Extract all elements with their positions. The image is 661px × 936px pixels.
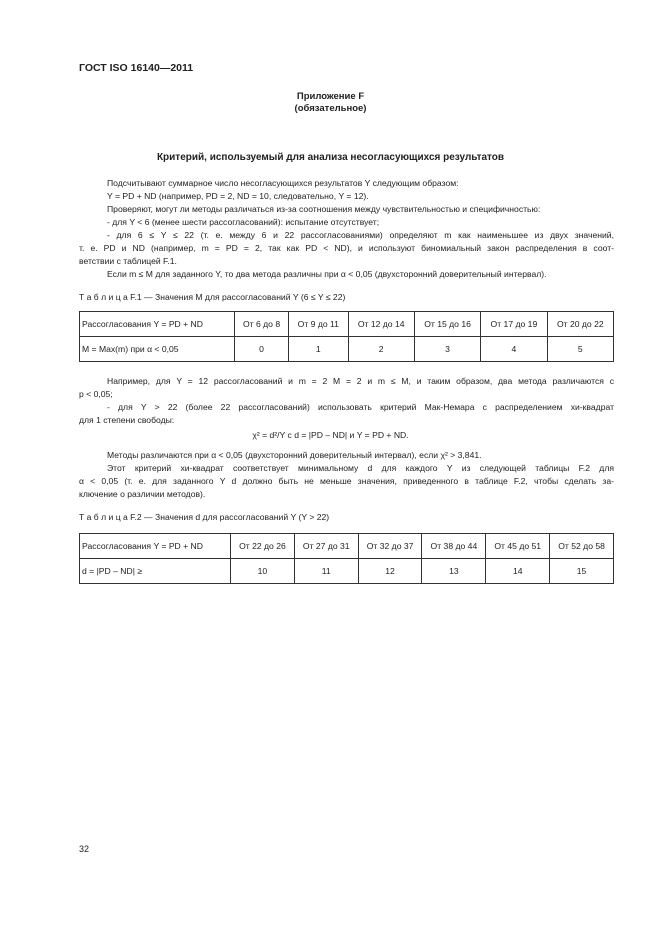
- intro-line: Подсчитывают суммарное число несогласующихся результатов Y следующим образом:: [107, 178, 459, 188]
- table-row: [80, 559, 614, 584]
- table-cell: 13: [422, 559, 486, 584]
- table-row: [80, 337, 614, 362]
- page-number: 32: [79, 844, 90, 854]
- table-cell: От 15 до 16: [414, 312, 480, 337]
- document-header: ГОСТ ISO 16140—2011: [79, 62, 194, 74]
- table2-caption: Т а б л и ц а F.2 — Значения d для рассогласований Y (Y > 22): [79, 512, 330, 522]
- table-cell: 12: [358, 559, 422, 584]
- table-header-row: [80, 534, 614, 559]
- table-cell: 15: [550, 559, 614, 584]
- chi-square-formula: χ² = d²/Y с d = |PD – ND| и Y = PD + ND.: [252, 430, 409, 440]
- table-cell: 4: [481, 337, 547, 362]
- table-cell: Рассогласования Y = PD + ND: [80, 312, 235, 337]
- table-cell: От 17 до 19: [481, 312, 547, 337]
- intro-line: т. е. PD и ND (например, m = PD = 2, так как PD < ND), и используют биномиальный закон распределения в соот-: [79, 243, 614, 253]
- intro-text: [79, 177, 614, 281]
- table-cell: 5: [547, 337, 613, 362]
- table-f2: [79, 533, 614, 584]
- middle-line: Этот критерий хи-квадрат соответствует минимальному d для каждого Y из следующей таблицы F.2 для: [107, 463, 614, 473]
- table-f1: [79, 311, 614, 362]
- table-cell: От 27 до 31: [294, 534, 358, 559]
- table-cell: 2: [348, 337, 414, 362]
- table-cell: Рассогласования Y = PD + ND: [80, 534, 231, 559]
- table-cell: d = |PD – ND| ≥: [80, 559, 231, 584]
- table-cell: От 22 до 26: [231, 534, 295, 559]
- table-cell: От 6 до 8: [235, 312, 289, 337]
- table-cell: 11: [294, 559, 358, 584]
- intro-line: Если m ≤ M для заданного Y, то два метода различны при α < 0,05 (двухсторонний доверительный интервал).: [107, 269, 547, 279]
- table-cell: От 32 до 37: [358, 534, 422, 559]
- table-cell: От 9 до 11: [289, 312, 348, 337]
- middle-line: для 1 степени свободы:: [79, 415, 175, 425]
- table-cell: 1: [289, 337, 348, 362]
- intro-line: - для Y < 6 (менее шести рассогласований): испытание отсутствует;: [107, 217, 380, 227]
- middle-line: α < 0,05 (т. е. для заданного Y d должно быть не меньше значения, приведенного в таблице F.2, чтобы сделать за-: [79, 476, 614, 486]
- table-header-row: [80, 312, 614, 337]
- section-title: Критерий, используемый для анализа несогласующихся результатов: [156, 152, 505, 163]
- middle-line: p < 0,05;: [79, 389, 113, 399]
- table-cell: От 20 до 22: [547, 312, 613, 337]
- intro-line: ветствии с таблицей F.1.: [79, 256, 177, 266]
- table-cell: От 45 до 51: [486, 534, 550, 559]
- table-cell: От 12 до 14: [348, 312, 414, 337]
- table-cell: 0: [235, 337, 289, 362]
- intro-line: Y = PD + ND (например, PD = 2, ND = 10, следовательно, Y = 12).: [107, 191, 369, 201]
- middle-line: ключение о различии методов).: [79, 489, 206, 499]
- middle-line: Методы различаются при α < 0,05 (двухсторонний доверительный интервал), если χ² > 3,841.: [107, 450, 482, 460]
- table-cell: 14: [486, 559, 550, 584]
- annex-title: Приложение F: [296, 91, 365, 102]
- criterion-text: [79, 449, 614, 501]
- middle-text: [79, 375, 614, 427]
- table1-caption: Т а б л и ц а F.1 — Значения M для рассогласований Y (6 ≤ Y ≤ 22): [79, 292, 346, 302]
- table-cell: От 52 до 58: [550, 534, 614, 559]
- middle-line: Например, для Y = 12 рассогласований и m = 2 M = 2 и m ≤ M, и таким образом, два метода различаются с: [107, 376, 614, 386]
- table-cell: M = Max(m) при α < 0,05: [80, 337, 235, 362]
- table-cell: От 38 до 44: [422, 534, 486, 559]
- middle-line: - для Y > 22 (более 22 рассогласований) использовать критерий Мак-Немара с распределением хи-квадрат: [107, 402, 614, 412]
- intro-line: - для 6 ≤ Y ≤ 22 (т. е. между 6 и 22 рассогласованиями) определяют m как наименьшее из двух значений,: [107, 230, 614, 240]
- annex-status: (обязательное): [294, 103, 367, 114]
- table-cell: 3: [414, 337, 480, 362]
- intro-line: Проверяют, могут ли методы различаться из-за соотношения между чувствительностью и специфичностью:: [107, 204, 541, 214]
- table-cell: 10: [231, 559, 295, 584]
